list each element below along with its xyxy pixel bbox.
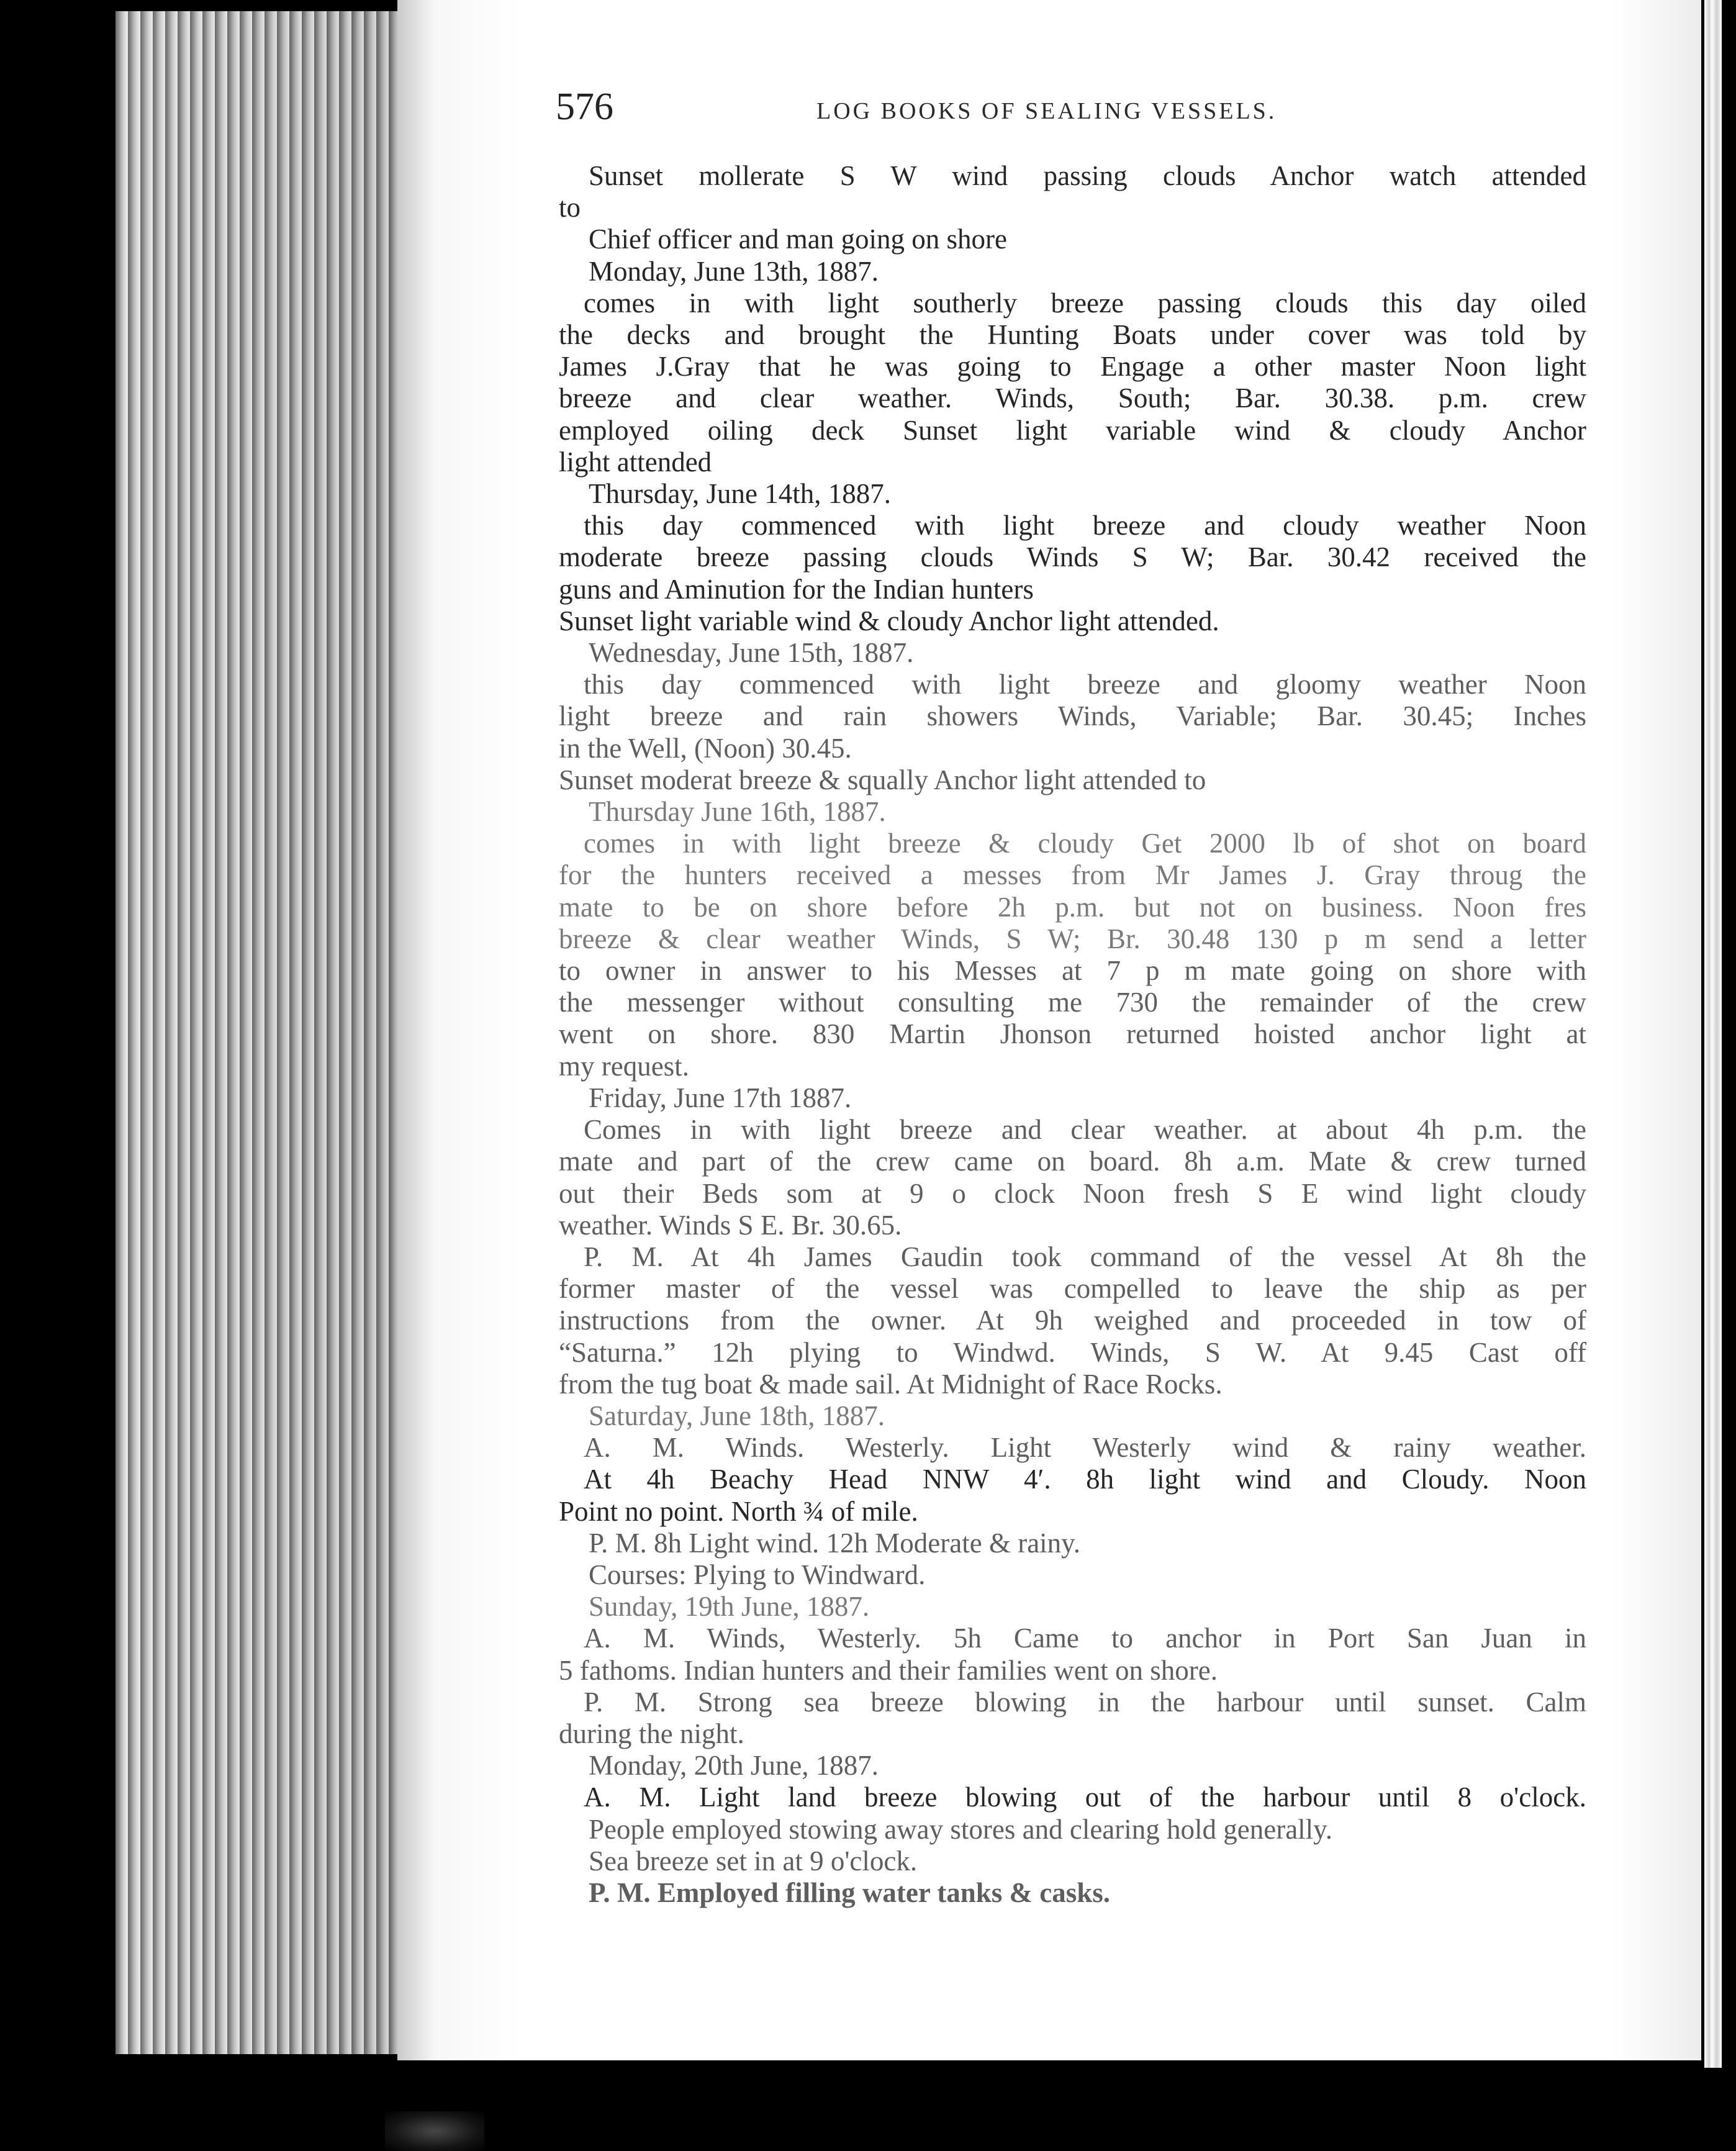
entry-date: Monday, June 13th, 1887. <box>589 255 879 287</box>
text-line: light breeze and rain showers Winds, Variable; Bar. 30.45; Inches <box>559 700 1586 732</box>
text-line: went on shore. 830 Martin Jhonson returned hoisted anchor light at <box>559 1018 1586 1050</box>
text-line: in the Well, (Noon) 30.45. <box>559 732 852 764</box>
text-line: employed oiling deck Sunset light variable wind & cloudy Anchor <box>559 414 1586 446</box>
text-line: mate to be on shore before 2h p.m. but not on business. Noon fres <box>559 891 1586 923</box>
entry-date: Sunday, 19th June, 1887. <box>589 1591 870 1623</box>
text-line: to owner in answer to his Messes at 7 p m mate going on shore with <box>559 955 1586 987</box>
text-line: Chief officer and man going on shore <box>589 224 1007 255</box>
text-line: instructions from the owner. At 9h weighed and proceeded in tow of <box>559 1305 1586 1336</box>
text-line: breeze and clear weather. Winds, South; Bar. 30.38. p.m. crew <box>559 383 1586 414</box>
text-line: this day commenced with light breeze and cloudy weather Noon <box>584 510 1586 541</box>
log-entries <box>559 160 1586 1909</box>
text-line: the messenger without consulting me 730 the remainder of the crew <box>559 987 1586 1018</box>
text-line: Sea breeze set in at 9 o'clock. <box>589 1845 918 1877</box>
text-line: from the tug boat & made sail. At Midnight of Race Rocks. <box>559 1368 1223 1400</box>
text-line: Sunset moderat breeze & squally Anchor light attended to <box>559 764 1206 795</box>
text-line: weather. Winds S E. Br. 30.65. <box>559 1209 902 1241</box>
text-line: Sunset mollerate S W wind passing clouds Anchor watch attended <box>589 160 1586 191</box>
text-line: P. M. Employed filling water tanks & casks. <box>589 1877 1111 1908</box>
text-line: People employed stowing away stores and clearing hold generally. <box>589 1813 1332 1845</box>
text-line: mate and part of the crew came on board. 8h a.m. Mate & crew turned <box>559 1146 1586 1177</box>
text-line: breeze & clear weather Winds, S W; Br. 30.48 130 p m send a letter <box>559 923 1586 954</box>
text-line: At 4h Beachy Head NNW 4′. 8h light wind and Cloudy. Noon <box>584 1464 1586 1495</box>
entry-date: Friday, June 17th 1887. <box>589 1082 852 1113</box>
entry-date: Monday, 20th June, 1887. <box>589 1750 879 1782</box>
text-line: out their Beds som at 9 o clock Noon fresh S E wind light cloudy <box>559 1177 1586 1209</box>
text-line: to <box>559 192 581 224</box>
text-line: 5 fathoms. Indian hunters and their families went on shore. <box>559 1654 1218 1686</box>
scan-smudge <box>385 2111 484 2151</box>
entry-date: Saturday, June 18th, 1887. <box>589 1400 885 1431</box>
text-line: during the night. <box>559 1718 744 1749</box>
entry-date: Thursday June 16th, 1887. <box>589 796 886 828</box>
text-line: A. M. Winds. Westerly. Light Westerly wind & rainy weather. <box>584 1432 1586 1464</box>
text-line: light attended <box>559 446 712 478</box>
right-page-edge <box>1704 0 1722 2068</box>
text-line: Comes in with light breeze and clear weather. at about 4h p.m. the <box>584 1114 1586 1146</box>
text-line: comes in with light southerly breeze passing clouds this day oiled <box>584 287 1586 319</box>
text-line: former master of the vessel was compelled to leave the ship as per <box>559 1273 1586 1305</box>
book-page-edges <box>115 11 415 2054</box>
text-line: “Saturna.” 12h plying to Windwd. Winds, S W. At 9.45 Cast off <box>559 1336 1586 1368</box>
text-line: P. M. Strong sea breeze blowing in the harbour until sunset. Calm <box>584 1686 1586 1718</box>
text-line: Courses: Plying to Windward. <box>589 1559 926 1590</box>
text-line: moderate breeze passing clouds Winds S W; Bar. 30.42 received the <box>559 541 1586 573</box>
text-line: guns and Aminution for the Indian hunters <box>559 573 1034 605</box>
text-line: the decks and brought the Hunting Boats under cover was told by <box>559 319 1586 351</box>
page-number: 576 <box>556 86 613 128</box>
text-line: Point no point. North ¾ of mile. <box>559 1495 918 1527</box>
text-line: P. M. At 4h James Gaudin took command of the vessel At 8h the <box>584 1241 1586 1272</box>
text-line: this day commenced with light breeze and gloomy weather Noon <box>584 669 1586 700</box>
text-line: Sunset light variable wind & cloudy Anchor light attended. <box>559 605 1219 636</box>
page-header <box>556 85 1357 135</box>
text-line: my request. <box>559 1050 689 1082</box>
text-line: A. M. Winds, Westerly. 5h Came to anchor in Port San Juan in <box>584 1623 1586 1654</box>
text-line: James J.Gray that he was going to Engage a other master Noon light <box>559 351 1586 383</box>
entry-date: Thursday, June 14th, 1887. <box>589 478 892 510</box>
text-line: for the hunters received a messes from Mr James J. Gray throug the <box>559 859 1586 891</box>
text-line: comes in with light breeze & cloudy Get 2000 lb of shot on board <box>584 828 1586 859</box>
running-title: LOG BOOKS OF SEALING VESSELS. <box>816 98 1277 124</box>
text-line: A. M. Light land breeze blowing out of the harbour until 8 o'clock. <box>584 1782 1586 1813</box>
text-line: P. M. 8h Light wind. 12h Moderate & rainy. <box>589 1527 1081 1559</box>
entry-date: Wednesday, June 15th, 1887. <box>589 637 914 669</box>
